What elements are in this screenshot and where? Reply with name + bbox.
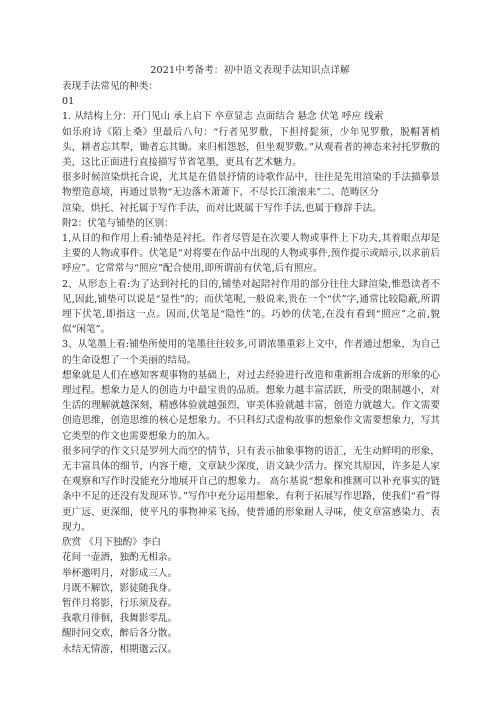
paragraph-ink: 3、从笔墨上看:铺垫所使用的笔墨往往较多,可谓浓墨重彩上文中，作者通过想象，为自己的生命设想了一个美丽的结局。 <box>62 339 440 366</box>
poem-line: 花间一壶酒，独酌无相亲。 <box>62 552 178 564</box>
poem-line: 永结无情游，相期邈云汉。 <box>62 643 178 655</box>
section-number: 01 <box>62 96 75 108</box>
paragraph-moshangsang: 如乐府诗《陌上桑》里最后八句：“行者见罗敷，下担捋髭须，少年见罗敷，脱帽著梢头，耕者忘其犁，锄者忘其锄。来归相怨怒，但坐观罗敷。”从观看者的神态来衬托罗敷的美，这比正面进行直接描写节省笔墨，更具有艺术魅力。 <box>62 126 440 169</box>
poem <box>62 550 440 656</box>
document-body <box>62 79 440 657</box>
poem-line: 我歌月徘徊，我舞影零乱。 <box>62 613 178 625</box>
paragraph-form: 2、从形态上看:为了达到衬托的目的,铺垫对起陪衬作用的部分往往大肆渲染,惟恐读者不见,因此,铺垫可以说是“显性”的；而伏笔呢,一般说来,贵在一个“伏”字,通常比较隐蔽,所谓埋下伏笔,即指这一点。因而,伏笔是“隐性”的。巧妙的伏笔,在没有看到“照应”之前,貌似“闲笔”。 <box>62 278 440 336</box>
paragraph-rendering: 很多时候渲染烘托合说，尤其是在借景抒情的诗歌作品中，往往是先用渲染的手法描摹景物塑造意境，再通过景物“无边落木萧萧下，不尽长江滚滚来”二、范畴区分 <box>62 172 440 199</box>
poem-line: 醒时同交欢，醉后各分散。 <box>62 628 178 640</box>
structure-categories: 1. 从结构上分：开门见山 承上启下 卒章显志 点面结合 悬念 伏笔 呼应 线索 <box>62 111 384 123</box>
paragraph-imagination: 想象就是人们在感知客观事物的基础上，对过去经验进行改造和重新组合成新的形象的心理过程。想象力是人的创造力中最宝贵的品质。想象力越丰富活跃，所受的限制越小，对生活的理解就越深刻，精感体验就越强烈，审美体验就越丰富，创造力就越大。作文需要创造思维，创造思维的核心是想象力。不只科幻式虚构故事的想象作文需要想象力，写其它类型的作文也需要想象力的加入。 <box>62 369 440 442</box>
poem-line: 暂伴月将影，行乐须及春。 <box>62 597 178 609</box>
paragraph-students-writing: 很多同学的作文只是罗列大而空的情节，只有表示抽象事物的语汇，无生动鲜明的形象，无丰富具体的细节，内容干瘪，文章缺少深度，语文缺少活力。探究其原因，许多是人家在观察和写作时没能充分地展开自己的想象力。 高尔基说“想象和推测可以补充事实的链条中不足的还没有发现环节。”写作中充分运用想象，有利于拓展写作思路，使我们“看”得更广远、更深细，使平凡的事物神采飞扬，使普通的形象耐人寻味，使文章富感染力、表现力。 <box>62 445 440 533</box>
appendix-heading: 附2：伏笔与铺垫的区别： <box>62 217 174 229</box>
poem-line: 月既不解饮，影徒随我身。 <box>62 582 178 594</box>
section-intro: 表现手法常见的种类： <box>62 81 158 92</box>
paragraph-purpose: 1,从目的和作用上看:铺垫是衬托。作者尽管是在次要人物或事件上下功夫,其着眼点却是主要的人物或事件。伏笔是“对将要在作品中出现的人物或事件,预作提示或暗示,以求前后呼应”。它常常与“照应”配合使用,即所谓前有伏笔,后有照应。 <box>62 233 440 275</box>
document-title: 2021中考备考：初中语文表现手法知识点详解 <box>150 65 350 76</box>
poem-heading: 欣赏 《月下独酌》李白 <box>62 537 161 549</box>
poem-line: 举杯邀明月，对影成三人。 <box>62 567 178 579</box>
paragraph-category-distinction: 渲染、烘托、衬托属于写作手法，而对比既属于写作手法,也属于修辞手法。 <box>62 202 382 214</box>
